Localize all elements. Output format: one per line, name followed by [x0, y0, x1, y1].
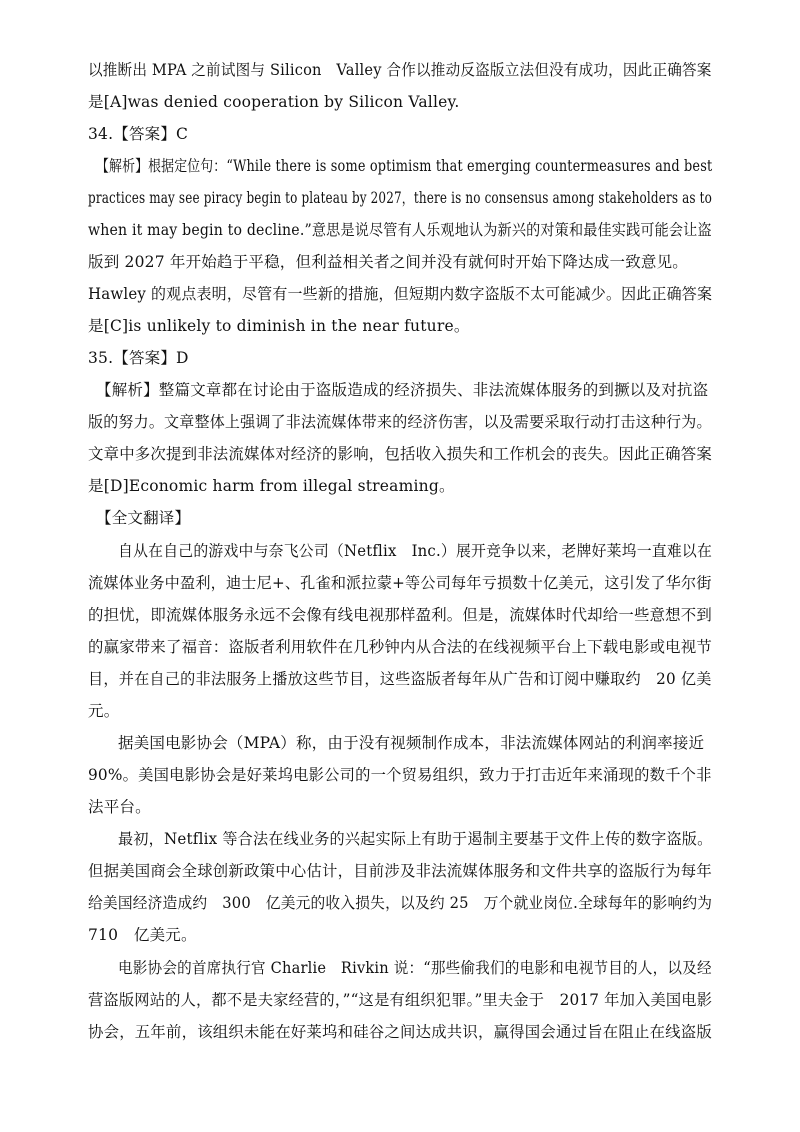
text-line: 元。 [88, 702, 120, 720]
text-line: 版的努力。文章整体上强调了非法流媒体带来的经济伤害，以及需要采取行动打击这种行为。 [88, 413, 712, 431]
text-line: 文章中多次提到非法流媒体对经济的影响，包括收入损失和工作机会的丧失。因此正确答案 [88, 445, 712, 463]
text-line: 是[C]is unlikely to diminish in the near future。 [88, 317, 470, 335]
text-line: 目，并在自己的非法服务上播放这些节目，这些盗版者每年从广告和订阅中赚取约 20 亿美 [88, 670, 712, 688]
text-line: 法平台。 [88, 798, 151, 816]
section-heading: 【全文翻译】 [96, 509, 191, 527]
text-line: 的赢家带来了福音：盗版者利用软件在几秒钟内从合法的在线视频平台上下载电影或电视节 [88, 638, 712, 656]
analysis-line: 【解析】整篇文章都在讨论由于盗版造成的经济损失、非法流媒体服务的到撅以及对抗盗 [96, 381, 709, 399]
text-line: practices may see piracy begin to plateau by 2027，there is no consensus among stakeholders as to [88, 189, 713, 207]
text-line: Hawley 的观点表明，尽管有一些新的措施，但短期内数字盗版不太可能减少。因此正确答案 [88, 285, 713, 303]
text-line: 但据美国商会全球创新政策中心估计，目前涉及非法流媒体服务和文件共享的盗版行为每年 [88, 862, 712, 880]
paragraph-start: 自从在自己的游戏中与奈飞公司（Netflix Inc.）展开竞争以来，老牌好莱坞一直难以在 [118, 542, 713, 560]
text-line: 710 亿美元。 [88, 926, 197, 944]
text-line: 以推断出 MPA 之前试图与 Silicon Valley 合作以推动反盗版立法但没有成功，因此正确答案 [88, 61, 712, 79]
answer-heading: 35.【答案】D [88, 349, 189, 367]
text-line: 是[A]was denied cooperation by Silicon Valley. [88, 93, 460, 111]
answer-heading: 34.【答案】C [88, 125, 189, 143]
text-line: 给美国经济造成约 300 亿美元的收入损失，以及约 25 万个就业岗位.全球每年的影响约为 [88, 894, 713, 912]
text-line: 90%。美国电影协会是好莱坞电影公司的一个贸易组织，致力于打击近年来涌现的数千个非 [88, 766, 712, 784]
paragraph-start: 最初，Netflix 等合法在线业务的兴起实际上有助于遏制主要基于文件上传的数字盗版。 [118, 830, 713, 848]
text-line: 的担忧，即流媒体服务永远不会像有线电视那样盈利。但是，流媒体时代却给一些意想不到 [88, 606, 712, 624]
text-line: 营盗版网站的人，都不是夫家经营的，”“这是有组织犯罪。”里夫金于 2017 年加入美国电影 [88, 991, 713, 1009]
paragraph-start: 据美国电影协会（MPA）称，由于没有视频制作成本，非法流媒体网站的利润率接近 [118, 734, 705, 752]
paragraph-start: 电影协会的首席执行官 Charlie Rivkin 说：“那些偷我们的电影和电视节目的人，以及经 [118, 959, 712, 977]
text-line: when it may begin to decline.”意思是说尽管有人乐观地认为新兴的对策和最佳实践可能会让盗 [88, 221, 712, 239]
text-line: 是[D]Economic harm from illegal streaming。 [88, 477, 455, 495]
text-line: 流媒体业务中盈利，迪士尼+、孔雀和派拉蒙+等公司每年亏损数十亿美元，这引发了华尔街 [88, 574, 712, 592]
analysis-line: 【解析】根据定位句：“While there is some optimism that emerging countermeasures and best [96, 157, 713, 175]
text-line: 协会，五年前，该组织未能在好莱坞和硅谷之间达成共识，赢得国会通过旨在阻止在线盗版 [88, 1023, 712, 1041]
text-line: 版到 2027 年开始趋于平稳，但利益相关者之间并没有就何时开始下降达成一致意见。 [88, 253, 689, 271]
